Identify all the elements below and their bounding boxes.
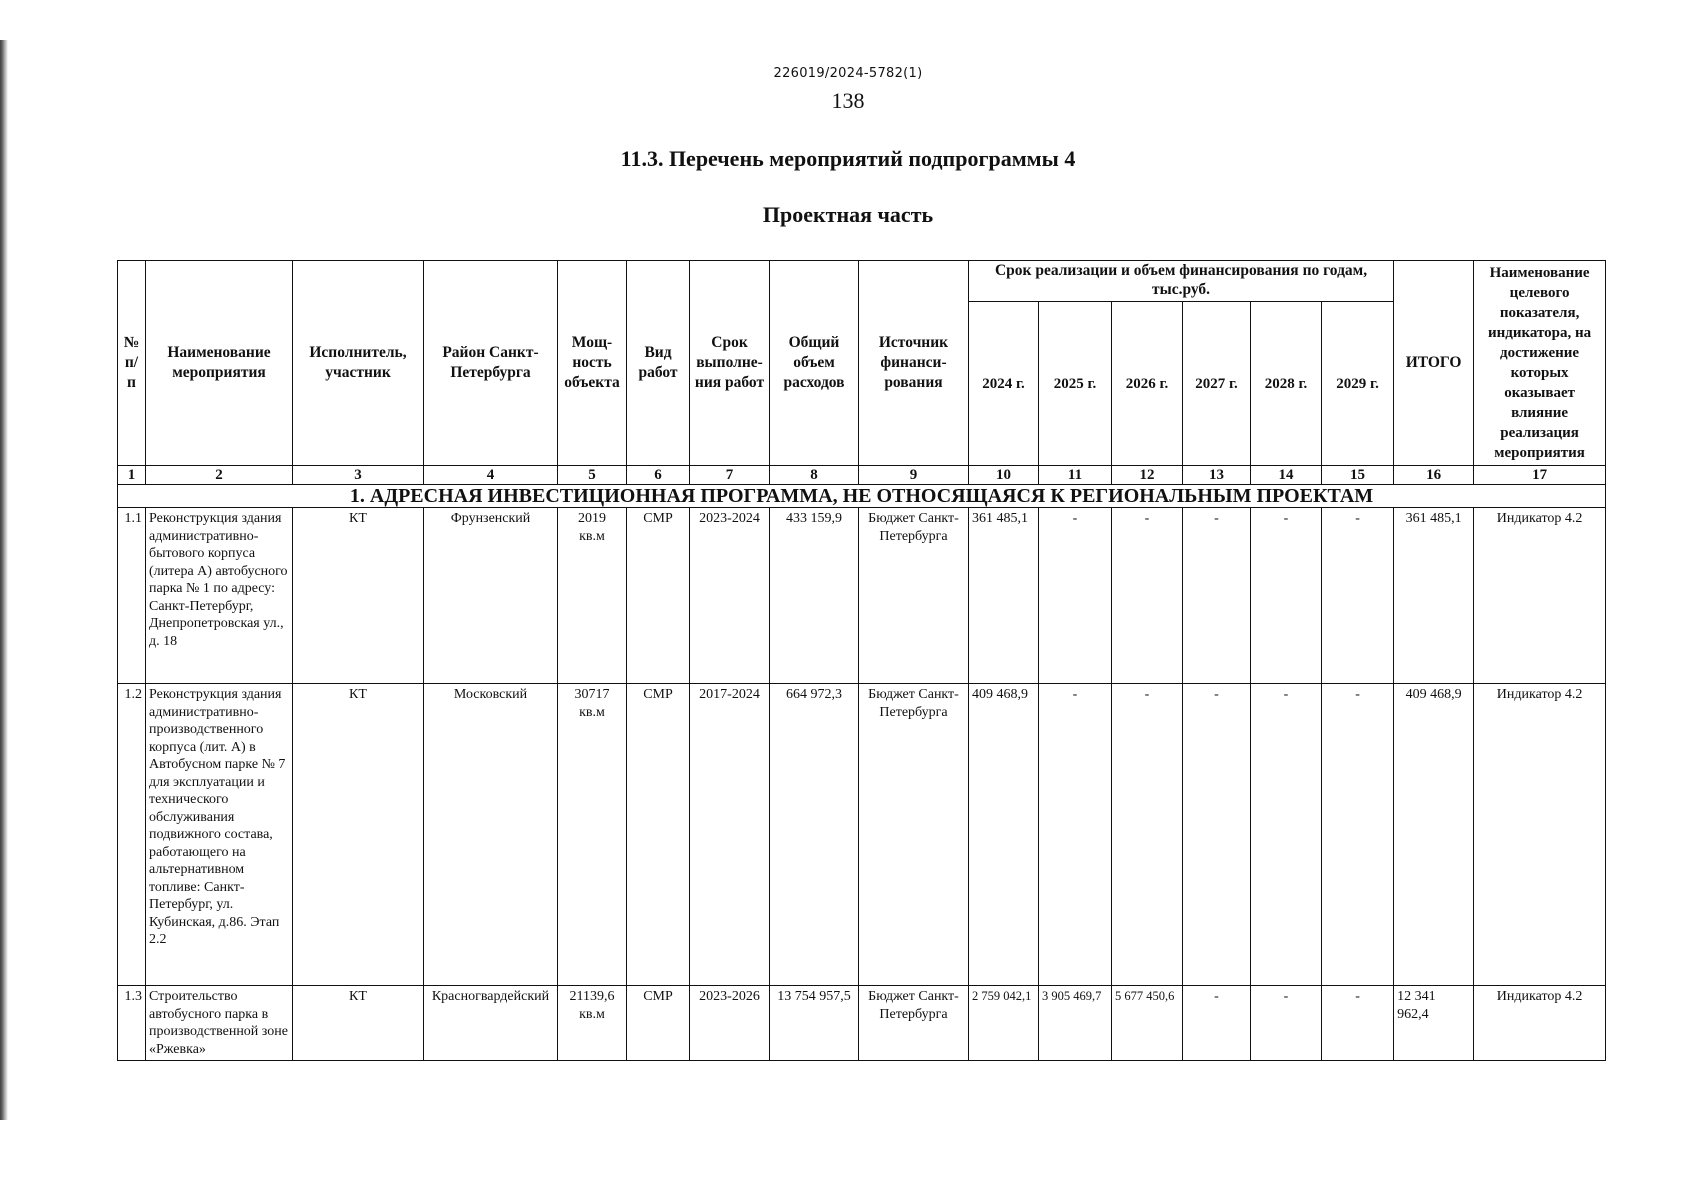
table-row bbox=[118, 684, 1606, 986]
year-amount: - bbox=[1112, 684, 1183, 986]
header-year: 2026 г. bbox=[1112, 302, 1183, 466]
table-row bbox=[118, 986, 1606, 1061]
column-number: 12 bbox=[1112, 466, 1183, 485]
column-number: 11 bbox=[1039, 466, 1112, 485]
header-source: Источник финанси-рования bbox=[859, 261, 969, 466]
funding-source: Бюджет Санкт-Петербурга bbox=[859, 508, 969, 684]
year-amount: 3 905 469,7 bbox=[1039, 986, 1112, 1061]
row-number: 1.1 bbox=[118, 508, 146, 684]
indicator: Индикатор 4.2 bbox=[1474, 986, 1606, 1061]
year-amount: - bbox=[1183, 508, 1251, 684]
column-number: 9 bbox=[859, 466, 969, 485]
year-amount: 5 677 450,6 bbox=[1112, 986, 1183, 1061]
measure-name: Реконструкция здания административно-производственного корпуса (лит. А) в Автобусном парке № 7 для эксплуатации и технического обслуживания подвижного состава, работающего на альтернативном топливе: Санкт-Петербург, ул. Кубинская, д.86. Этап 2.2 bbox=[146, 684, 293, 986]
indicator: Индикатор 4.2 bbox=[1474, 508, 1606, 684]
year-amount: - bbox=[1039, 508, 1112, 684]
header-year: 2025 г. bbox=[1039, 302, 1112, 466]
year-amount: - bbox=[1251, 508, 1322, 684]
document-subtitle: Проектная часть bbox=[762, 202, 934, 227]
indicator: Индикатор 4.2 bbox=[1474, 684, 1606, 986]
term: 2017-2024 bbox=[690, 684, 770, 986]
column-number: 15 bbox=[1322, 466, 1394, 485]
capacity bbox=[558, 684, 627, 986]
measure-name: Реконструкция здания административно-бытового корпуса (литера А) автобусного парка № 1 по адресу: Санкт-Петербург, Днепропетровская ул., д. 18 bbox=[146, 508, 293, 684]
column-number: 4 bbox=[424, 466, 558, 485]
year-amount: - bbox=[1251, 986, 1322, 1061]
row-number: 1.3 bbox=[118, 986, 146, 1061]
column-number: 10 bbox=[969, 466, 1039, 485]
header-no: № п/п bbox=[118, 261, 146, 466]
column-number: 2 bbox=[146, 466, 293, 485]
measures-table bbox=[117, 260, 1606, 1061]
work-type: СМР bbox=[627, 508, 690, 684]
capacity-unit: кв.м bbox=[579, 528, 605, 544]
capacity-value: 21139,6 bbox=[569, 989, 615, 1004]
capacity-value: 30717 bbox=[574, 687, 610, 702]
row-number: 1.2 bbox=[118, 684, 146, 986]
header-total-cost: Общий объем расходов bbox=[770, 261, 859, 466]
year-amount: - bbox=[1183, 684, 1251, 986]
year-amount: - bbox=[1183, 986, 1251, 1061]
header-executor: Исполнитель, участник bbox=[293, 261, 424, 466]
header-year: 2028 г. bbox=[1251, 302, 1322, 466]
column-number: 6 bbox=[627, 466, 690, 485]
header-term: Срок выполне-ния работ bbox=[690, 261, 770, 466]
capacity bbox=[558, 986, 627, 1061]
header-name: Наименование мероприятия bbox=[146, 261, 293, 466]
year-amount: - bbox=[1322, 684, 1394, 986]
header-year: 2029 г. bbox=[1322, 302, 1394, 466]
column-number: 13 bbox=[1183, 466, 1251, 485]
year-amount: - bbox=[1322, 508, 1394, 684]
header-indicator: Наименование целевого показателя, индикатора, на достижение которых оказывает влияние реализация мероприятия bbox=[1474, 261, 1606, 466]
header-total: ИТОГО bbox=[1394, 261, 1474, 466]
total-amount: 12 341 962,4 bbox=[1394, 986, 1474, 1061]
column-number: 17 bbox=[1474, 466, 1606, 485]
capacity bbox=[558, 508, 627, 684]
header-year: 2024 г. bbox=[969, 302, 1039, 466]
executor: КТ bbox=[293, 684, 424, 986]
term: 2023-2026 bbox=[690, 986, 770, 1061]
district: Красногвардейский bbox=[424, 986, 558, 1061]
table-row bbox=[118, 508, 1606, 684]
column-number: 5 bbox=[558, 466, 627, 485]
column-number: 8 bbox=[770, 466, 859, 485]
capacity-unit: кв.м bbox=[579, 1006, 605, 1022]
total-amount: 361 485,1 bbox=[1394, 508, 1474, 684]
year-amount: 2 759 042,1 bbox=[969, 986, 1039, 1061]
document-registration-number: 226019/2024-5782(1) bbox=[773, 66, 923, 81]
district: Фрунзенский bbox=[424, 508, 558, 684]
term: 2023-2024 bbox=[690, 508, 770, 684]
year-amount: - bbox=[1322, 986, 1394, 1061]
header-work-type: Вид работ bbox=[627, 261, 690, 466]
section-title: 1. АДРЕСНАЯ ИНВЕСТИЦИОННАЯ ПРОГРАММА, НЕ ОТНОСЯЩАЯСЯ К РЕГИОНАЛЬНЫМ ПРОЕКТАМ bbox=[118, 485, 1606, 508]
capacity-unit: кв.м bbox=[579, 704, 605, 720]
executor: КТ bbox=[293, 986, 424, 1061]
district: Московский bbox=[424, 684, 558, 986]
total-cost: 664 972,3 bbox=[770, 684, 859, 986]
total-cost: 433 159,9 bbox=[770, 508, 859, 684]
page-number: 138 bbox=[831, 88, 865, 113]
total-cost: 13 754 957,5 bbox=[770, 986, 859, 1061]
header-district: Район Санкт-Петербурга bbox=[424, 261, 558, 466]
document-title: 11.3. Перечень мероприятий подпрограммы 4 bbox=[620, 146, 1076, 171]
total-amount: 409 468,9 bbox=[1394, 684, 1474, 986]
year-amount: - bbox=[1112, 508, 1183, 684]
year-amount: 361 485,1 bbox=[969, 508, 1039, 684]
year-amount: - bbox=[1251, 684, 1322, 986]
column-number: 1 bbox=[118, 466, 146, 485]
capacity-value: 2019 bbox=[578, 511, 606, 526]
section-header-row bbox=[118, 485, 1606, 508]
measure-name: Строительство автобусного парка в производственной зоне «Ржевка» bbox=[146, 986, 293, 1061]
funding-source: Бюджет Санкт-Петербурга bbox=[859, 986, 969, 1061]
work-type: СМР bbox=[627, 986, 690, 1061]
column-number: 7 bbox=[690, 466, 770, 485]
executor: КТ bbox=[293, 508, 424, 684]
funding-source: Бюджет Санкт-Петербурга bbox=[859, 684, 969, 986]
year-amount: - bbox=[1039, 684, 1112, 986]
column-number: 16 bbox=[1394, 466, 1474, 485]
year-amount: 409 468,9 bbox=[969, 684, 1039, 986]
column-number-row bbox=[118, 466, 1606, 485]
column-number: 14 bbox=[1251, 466, 1322, 485]
work-type: СМР bbox=[627, 684, 690, 986]
header-year: 2027 г. bbox=[1183, 302, 1251, 466]
column-number: 3 bbox=[293, 466, 424, 485]
header-financing-group: Срок реализации и объем финансирования по годам, тыс.руб. bbox=[969, 261, 1394, 302]
header-capacity: Мощ-ность объекта bbox=[558, 261, 627, 466]
